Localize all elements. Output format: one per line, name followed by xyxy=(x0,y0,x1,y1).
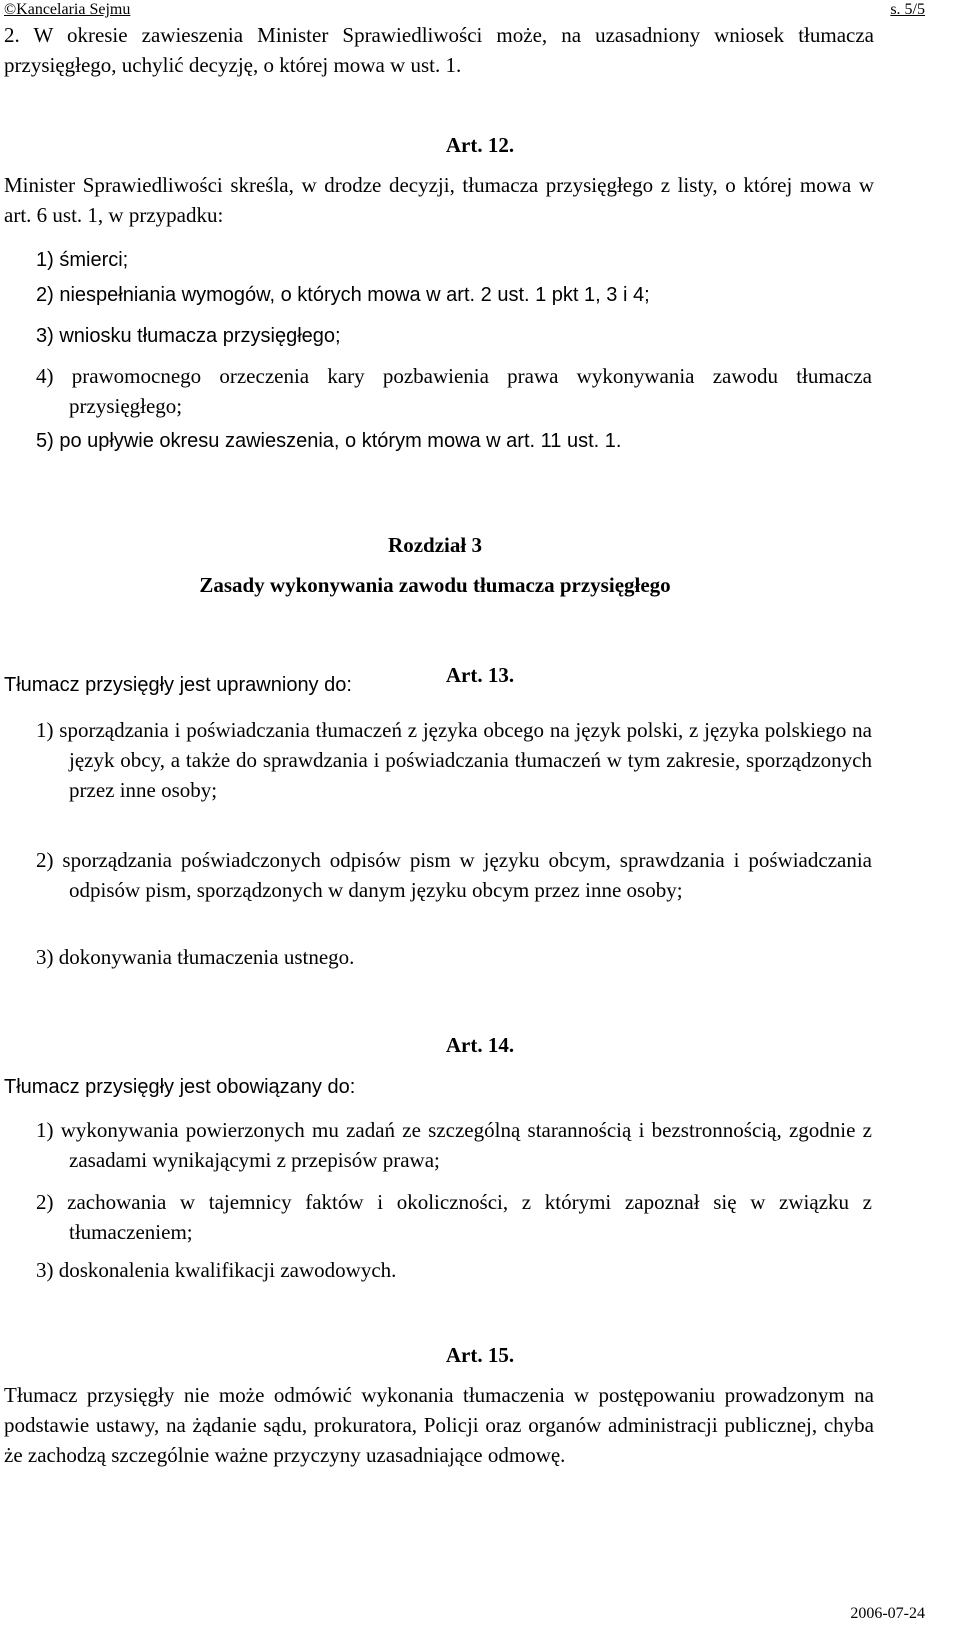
art12-title: Art. 12. xyxy=(445,133,515,157)
art13-item-2: 2) sporządzania poświadczonych odpisów pism w języku obcym, sprawdzania i poświadczania odpisów pism, sporządzonych w danym języku obcym przez inne osoby; xyxy=(36,848,872,902)
art13-intro: Tłumacz przysięgły jest uprawniony do: xyxy=(4,674,352,696)
art12-item-5: 5) po upływie okresu zawieszenia, o którym mowa w art. 11 ust. 1. xyxy=(36,430,622,452)
header-source: ©Kancelaria Sejmu xyxy=(4,1,131,18)
footer-date: 2006-07-24 xyxy=(850,1605,925,1622)
art11-paragraph-2: 2. W okresie zawieszenia Minister Sprawiedliwości może, na uzasadniony wniosek tłumacza przysięgłego, uchylić decyzję, o której mowa w ust. 1. xyxy=(4,23,874,77)
art14-title: Art. 14. xyxy=(445,1033,515,1057)
art14-intro: Tłumacz przysięgły jest obowiązany do: xyxy=(4,1076,356,1098)
art14-item-3: 3) doskonalenia kwalifikacji zawodowych. xyxy=(36,1258,397,1282)
art13-title: Art. 13. xyxy=(445,663,515,687)
art15-title: Art. 15. xyxy=(445,1343,515,1367)
art14-item-2: 2) zachowania w tajemnicy faktów i okoliczności, z którymi zapoznał się w związku z tłumaczeniem; xyxy=(36,1190,872,1244)
art12-item-4: 4) prawomocnego orzeczenia kary pozbawienia prawa wykonywania zawodu tłumacza przysięgłego; xyxy=(36,364,872,418)
header-page-number: s. 5/5 xyxy=(890,1,925,18)
art15-text: Tłumacz przysięgły nie może odmówić wykonania tłumaczenia w postępowaniu prowadzonym na podstawie ustawy, na żądanie sądu, prokuratora, Policji oraz organów administracji publicznej, chyba że zachodzą szczególnie ważne przyczyny uzasadniające odmowę. xyxy=(4,1383,874,1467)
art13-item-1: 1) sporządzania i poświadczania tłumaczeń z języka obcego na język polski, z języka polskiego na język obcy, a także do sprawdzania i poświadczania tłumaczeń w tym zakresie, sporządzonych przez inne osoby; xyxy=(36,718,872,802)
art12-intro: Minister Sprawiedliwości skreśla, w drodze decyzji, tłumacza przysięgłego z listy, o której mowa w art. 6 ust. 1, w przypadku: xyxy=(4,173,874,227)
art12-item-3: 3) wniosku tłumacza przysięgłego; xyxy=(36,325,341,347)
chapter-title: Zasady wykonywania zawodu tłumacza przysięgłego xyxy=(199,573,671,597)
art12-item-2: 2) niespełniania wymogów, o których mowa w art. 2 ust. 1 pkt 1, 3 i 4; xyxy=(36,284,650,306)
art14-item-1: 1) wykonywania powierzonych mu zadań ze szczególną starannością i bezstronnością, zgodnie z zasadami wynikającymi z przepisów prawa; xyxy=(36,1118,872,1172)
art12-item-1: 1) śmierci; xyxy=(36,249,129,271)
art13-item-3: 3) dokonywania tłumaczenia ustnego. xyxy=(36,945,355,969)
chapter-number: Rozdział 3 xyxy=(388,533,482,557)
